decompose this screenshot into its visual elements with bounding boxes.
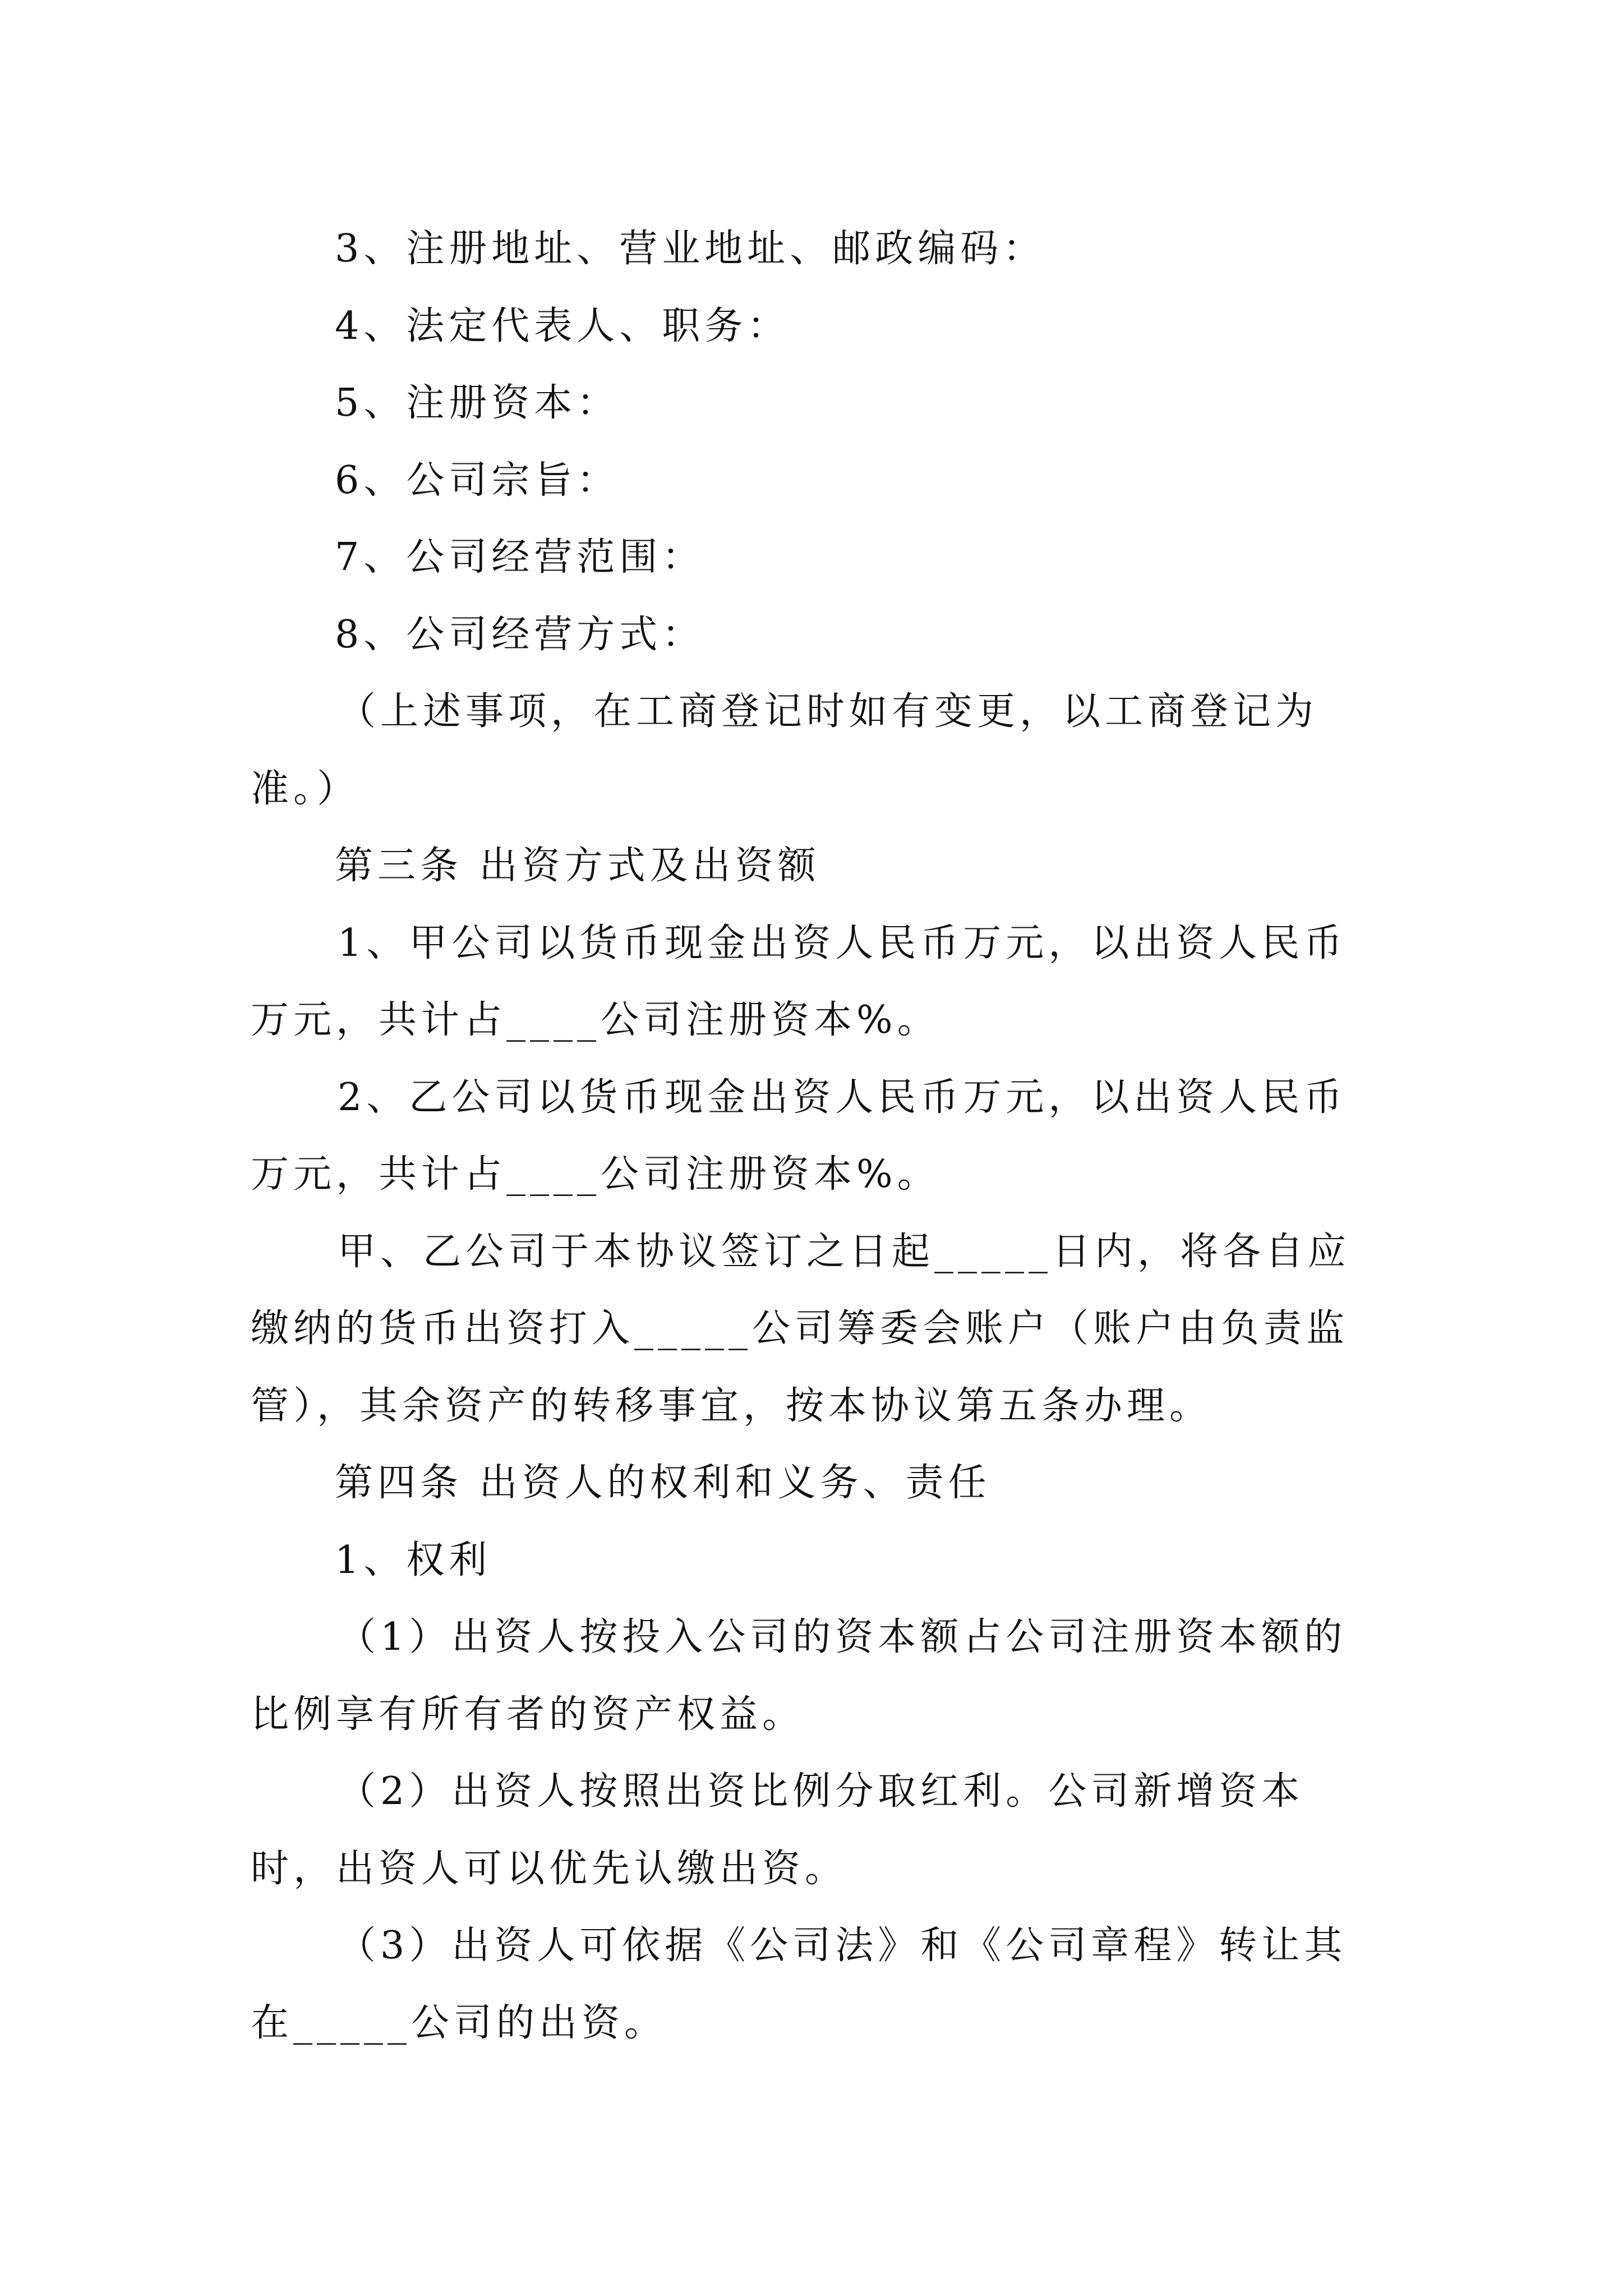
document-body <box>251 210 1378 2062</box>
item-registered-capital: 5、注册资本： <box>335 381 620 425</box>
right-1: （1）出资人按投入公司的资本额占公司注册资本额的比例享有所有者的资产权益。 <box>251 1615 1347 1737</box>
item-business-scope: 7、公司经营范围： <box>335 535 705 579</box>
article-3-clause-2: 2、乙公司以货币现金出资人民币万元，以出资人民币万元，共计占____公司注册资本%。 <box>251 1075 1347 1197</box>
item-registered-address: 3、注册地址、营业地址、邮政编码： <box>335 227 1046 271</box>
rights-heading: 1、权利 <box>335 1538 492 1582</box>
article-3-clause-1: 1、甲公司以货币现金出资人民币万元，以出资人民币万元，共计占____公司注册资本%。 <box>251 921 1347 1042</box>
article-3-heading: 第三条 出资方式及出资额 <box>335 844 820 888</box>
item-legal-representative: 4、法定代表人、职务： <box>335 303 790 348</box>
article-4-heading: 第四条 出资人的权利和义务、责任 <box>335 1461 991 1505</box>
item-company-purpose: 6、公司宗旨： <box>335 458 620 503</box>
item-business-mode: 8、公司经营方式： <box>335 612 705 657</box>
article-3-payment-terms: 甲、乙公司于本协议签订之日起_____日内，将各自应缴纳的货币出资打入_____公司筹委会账户（账户由负责监管），其余资产的转移事宜，按本协议第五条办理。 <box>251 1229 1351 1428</box>
right-2: （2）出资人按照出资比例分取红利。公司新增资本时，出资人可以优先认缴出资。 <box>251 1769 1304 1891</box>
right-3: （3）出资人可依据《公司法》和《公司章程》转让其在_____公司的出资。 <box>251 1924 1347 2045</box>
note-registration-change: （上述事项，在工商登记时如有变更，以工商登记为准。） <box>251 689 1318 811</box>
